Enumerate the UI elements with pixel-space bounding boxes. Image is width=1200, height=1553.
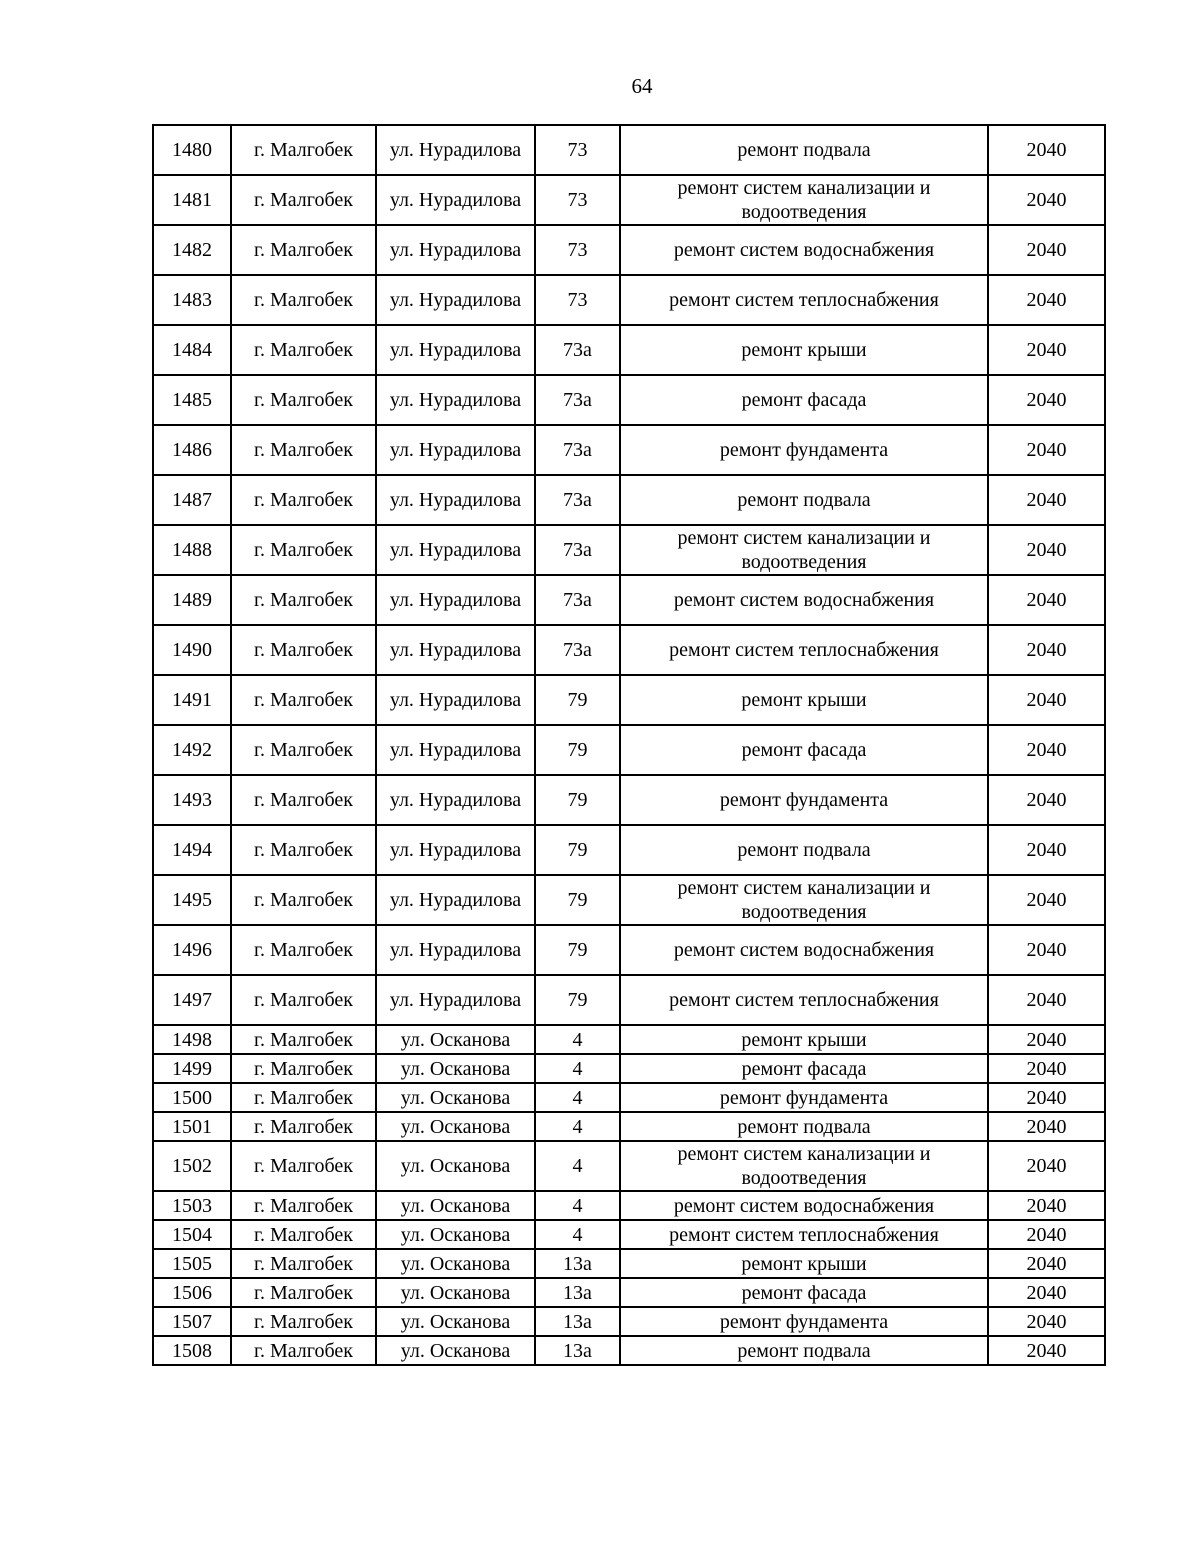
work-type-cell: ремонт систем водоснабжения bbox=[620, 925, 988, 975]
table-row bbox=[153, 1141, 1105, 1191]
year-cell: 2040 bbox=[988, 275, 1105, 325]
street-cell: ул. Нурадилова bbox=[376, 625, 535, 675]
work-type-cell: ремонт крыши bbox=[620, 1025, 988, 1054]
year-cell: 2040 bbox=[988, 225, 1105, 275]
city-cell: г. Малгобек bbox=[231, 775, 376, 825]
repair-schedule-table bbox=[152, 124, 1106, 1366]
house-number-cell: 4 bbox=[535, 1141, 620, 1191]
work-type-cell: ремонт подвала bbox=[620, 825, 988, 875]
city-cell: г. Малгобек bbox=[231, 1336, 376, 1365]
city-cell: г. Малгобек bbox=[231, 1220, 376, 1249]
street-cell: ул. Нурадилова bbox=[376, 925, 535, 975]
row-number: 1486 bbox=[153, 425, 231, 475]
street-cell: ул. Нурадилова bbox=[376, 725, 535, 775]
city-cell: г. Малгобек bbox=[231, 1025, 376, 1054]
house-number-cell: 79 bbox=[535, 825, 620, 875]
table-row bbox=[153, 425, 1105, 475]
table-row bbox=[153, 1025, 1105, 1054]
year-cell: 2040 bbox=[988, 875, 1105, 925]
year-cell: 2040 bbox=[988, 1278, 1105, 1307]
row-number: 1501 bbox=[153, 1112, 231, 1141]
table-row bbox=[153, 1054, 1105, 1083]
house-number-cell: 73а bbox=[535, 425, 620, 475]
page-number: 64 bbox=[631, 74, 653, 98]
street-cell: ул. Осканова bbox=[376, 1141, 535, 1191]
house-number-cell: 79 bbox=[535, 875, 620, 925]
city-cell: г. Малгобек bbox=[231, 675, 376, 725]
table-row bbox=[153, 1307, 1105, 1336]
year-cell: 2040 bbox=[988, 375, 1105, 425]
row-number: 1499 bbox=[153, 1054, 231, 1083]
street-cell: ул. Осканова bbox=[376, 1054, 535, 1083]
city-cell: г. Малгобек bbox=[231, 225, 376, 275]
house-number-cell: 4 bbox=[535, 1083, 620, 1112]
house-number-cell: 79 bbox=[535, 925, 620, 975]
work-type-cell: ремонт крыши bbox=[620, 1249, 988, 1278]
city-cell: г. Малгобек bbox=[231, 275, 376, 325]
street-cell: ул. Нурадилова bbox=[376, 125, 535, 175]
row-number: 1506 bbox=[153, 1278, 231, 1307]
city-cell: г. Малгобек bbox=[231, 1249, 376, 1278]
row-number: 1493 bbox=[153, 775, 231, 825]
year-cell: 2040 bbox=[988, 1083, 1105, 1112]
street-cell: ул. Нурадилова bbox=[376, 775, 535, 825]
house-number-cell: 73а bbox=[535, 625, 620, 675]
table-row bbox=[153, 1220, 1105, 1249]
table-row bbox=[153, 1083, 1105, 1112]
work-type-cell: ремонт систем теплоснабжения bbox=[620, 625, 988, 675]
row-number: 1502 bbox=[153, 1141, 231, 1191]
row-number: 1489 bbox=[153, 575, 231, 625]
city-cell: г. Малгобек bbox=[231, 1191, 376, 1220]
street-cell: ул. Осканова bbox=[376, 1249, 535, 1278]
work-type-cell: ремонт систем водоснабжения bbox=[620, 575, 988, 625]
house-number-cell: 73 bbox=[535, 175, 620, 225]
table-row bbox=[153, 225, 1105, 275]
house-number-cell: 73а bbox=[535, 525, 620, 575]
row-number: 1482 bbox=[153, 225, 231, 275]
row-number: 1490 bbox=[153, 625, 231, 675]
year-cell: 2040 bbox=[988, 325, 1105, 375]
row-number: 1483 bbox=[153, 275, 231, 325]
street-cell: ул. Осканова bbox=[376, 1220, 535, 1249]
house-number-cell: 4 bbox=[535, 1025, 620, 1054]
city-cell: г. Малгобек bbox=[231, 725, 376, 775]
street-cell: ул. Нурадилова bbox=[376, 325, 535, 375]
street-cell: ул. Нурадилова bbox=[376, 425, 535, 475]
street-cell: ул. Нурадилова bbox=[376, 275, 535, 325]
work-type-cell: ремонт фундамента bbox=[620, 1083, 988, 1112]
table-row bbox=[153, 1112, 1105, 1141]
table-row bbox=[153, 675, 1105, 725]
city-cell: г. Малгобек bbox=[231, 1054, 376, 1083]
work-type-cell: ремонт систем канализации и водоотведения bbox=[620, 175, 988, 225]
row-number: 1507 bbox=[153, 1307, 231, 1336]
street-cell: ул. Нурадилова bbox=[376, 525, 535, 575]
row-number: 1503 bbox=[153, 1191, 231, 1220]
work-type-cell: ремонт фасада bbox=[620, 725, 988, 775]
year-cell: 2040 bbox=[988, 1025, 1105, 1054]
street-cell: ул. Нурадилова bbox=[376, 175, 535, 225]
city-cell: г. Малгобек bbox=[231, 1112, 376, 1141]
year-cell: 2040 bbox=[988, 1307, 1105, 1336]
table-row bbox=[153, 975, 1105, 1025]
work-type-cell: ремонт систем теплоснабжения bbox=[620, 1220, 988, 1249]
table-row bbox=[153, 625, 1105, 675]
row-number: 1481 bbox=[153, 175, 231, 225]
city-cell: г. Малгобек bbox=[231, 425, 376, 475]
row-number: 1508 bbox=[153, 1336, 231, 1365]
row-number: 1480 bbox=[153, 125, 231, 175]
house-number-cell: 73а bbox=[535, 475, 620, 525]
work-type-cell: ремонт подвала bbox=[620, 1112, 988, 1141]
table-row bbox=[153, 1336, 1105, 1365]
house-number-cell: 79 bbox=[535, 775, 620, 825]
house-number-cell: 79 bbox=[535, 975, 620, 1025]
year-cell: 2040 bbox=[988, 725, 1105, 775]
table-row bbox=[153, 475, 1105, 525]
street-cell: ул. Осканова bbox=[376, 1278, 535, 1307]
row-number: 1498 bbox=[153, 1025, 231, 1054]
year-cell: 2040 bbox=[988, 675, 1105, 725]
city-cell: г. Малгобек bbox=[231, 125, 376, 175]
house-number-cell: 4 bbox=[535, 1112, 620, 1141]
table-row bbox=[153, 725, 1105, 775]
work-type-cell: ремонт систем водоснабжения bbox=[620, 1191, 988, 1220]
table-row bbox=[153, 1249, 1105, 1278]
city-cell: г. Малгобек bbox=[231, 975, 376, 1025]
year-cell: 2040 bbox=[988, 1141, 1105, 1191]
street-cell: ул. Нурадилова bbox=[376, 225, 535, 275]
house-number-cell: 4 bbox=[535, 1054, 620, 1083]
row-number: 1485 bbox=[153, 375, 231, 425]
city-cell: г. Малгобек bbox=[231, 475, 376, 525]
table-body bbox=[153, 125, 1105, 1365]
row-number: 1505 bbox=[153, 1249, 231, 1278]
work-type-cell: ремонт подвала bbox=[620, 1336, 988, 1365]
house-number-cell: 79 bbox=[535, 675, 620, 725]
table-row bbox=[153, 1191, 1105, 1220]
work-type-cell: ремонт фундамента bbox=[620, 425, 988, 475]
work-type-cell: ремонт систем канализации и водоотведения bbox=[620, 875, 988, 925]
city-cell: г. Малгобек bbox=[231, 1083, 376, 1112]
house-number-cell: 13а bbox=[535, 1307, 620, 1336]
year-cell: 2040 bbox=[988, 125, 1105, 175]
table-row bbox=[153, 325, 1105, 375]
year-cell: 2040 bbox=[988, 1336, 1105, 1365]
row-number: 1492 bbox=[153, 725, 231, 775]
year-cell: 2040 bbox=[988, 775, 1105, 825]
work-type-cell: ремонт систем водоснабжения bbox=[620, 225, 988, 275]
house-number-cell: 13а bbox=[535, 1336, 620, 1365]
street-cell: ул. Осканова bbox=[376, 1083, 535, 1112]
table-row bbox=[153, 525, 1105, 575]
street-cell: ул. Осканова bbox=[376, 1307, 535, 1336]
city-cell: г. Малгобек bbox=[231, 1307, 376, 1336]
house-number-cell: 73 bbox=[535, 225, 620, 275]
table-row bbox=[153, 875, 1105, 925]
row-number: 1495 bbox=[153, 875, 231, 925]
street-cell: ул. Осканова bbox=[376, 1025, 535, 1054]
year-cell: 2040 bbox=[988, 925, 1105, 975]
work-type-cell: ремонт систем канализации и водоотведения bbox=[620, 525, 988, 575]
year-cell: 2040 bbox=[988, 1191, 1105, 1220]
year-cell: 2040 bbox=[988, 525, 1105, 575]
house-number-cell: 73а bbox=[535, 325, 620, 375]
table-row bbox=[153, 275, 1105, 325]
street-cell: ул. Осканова bbox=[376, 1336, 535, 1365]
row-number: 1500 bbox=[153, 1083, 231, 1112]
table-row bbox=[153, 825, 1105, 875]
street-cell: ул. Нурадилова bbox=[376, 825, 535, 875]
row-number: 1497 bbox=[153, 975, 231, 1025]
work-type-cell: ремонт крыши bbox=[620, 325, 988, 375]
work-type-cell: ремонт систем канализации и водоотведения bbox=[620, 1141, 988, 1191]
work-type-cell: ремонт систем теплоснабжения bbox=[620, 275, 988, 325]
work-type-cell: ремонт подвала bbox=[620, 475, 988, 525]
work-type-cell: ремонт фасада bbox=[620, 1054, 988, 1083]
city-cell: г. Малгобек bbox=[231, 1141, 376, 1191]
work-type-cell: ремонт фундамента bbox=[620, 1307, 988, 1336]
table-row bbox=[153, 125, 1105, 175]
table-row bbox=[153, 925, 1105, 975]
row-number: 1484 bbox=[153, 325, 231, 375]
row-number: 1504 bbox=[153, 1220, 231, 1249]
city-cell: г. Малгобек bbox=[231, 625, 376, 675]
city-cell: г. Малгобек bbox=[231, 825, 376, 875]
table-row bbox=[153, 375, 1105, 425]
row-number: 1496 bbox=[153, 925, 231, 975]
street-cell: ул. Нурадилова bbox=[376, 975, 535, 1025]
work-type-cell: ремонт подвала bbox=[620, 125, 988, 175]
work-type-cell: ремонт крыши bbox=[620, 675, 988, 725]
work-type-cell: ремонт фасада bbox=[620, 375, 988, 425]
year-cell: 2040 bbox=[988, 1112, 1105, 1141]
street-cell: ул. Нурадилова bbox=[376, 375, 535, 425]
house-number-cell: 4 bbox=[535, 1220, 620, 1249]
row-number: 1487 bbox=[153, 475, 231, 525]
table-row bbox=[153, 1278, 1105, 1307]
city-cell: г. Малгобек bbox=[231, 1278, 376, 1307]
house-number-cell: 73а bbox=[535, 375, 620, 425]
work-type-cell: ремонт систем теплоснабжения bbox=[620, 975, 988, 1025]
street-cell: ул. Нурадилова bbox=[376, 875, 535, 925]
city-cell: г. Малгобек bbox=[231, 525, 376, 575]
house-number-cell: 73 bbox=[535, 275, 620, 325]
row-number: 1494 bbox=[153, 825, 231, 875]
street-cell: ул. Нурадилова bbox=[376, 675, 535, 725]
city-cell: г. Малгобек bbox=[231, 575, 376, 625]
year-cell: 2040 bbox=[988, 975, 1105, 1025]
house-number-cell: 4 bbox=[535, 1191, 620, 1220]
year-cell: 2040 bbox=[988, 625, 1105, 675]
street-cell: ул. Осканова bbox=[376, 1191, 535, 1220]
year-cell: 2040 bbox=[988, 825, 1105, 875]
work-type-cell: ремонт фасада bbox=[620, 1278, 988, 1307]
year-cell: 2040 bbox=[988, 1249, 1105, 1278]
house-number-cell: 79 bbox=[535, 725, 620, 775]
table-row bbox=[153, 775, 1105, 825]
city-cell: г. Малгобек bbox=[231, 875, 376, 925]
city-cell: г. Малгобек bbox=[231, 325, 376, 375]
city-cell: г. Малгобек bbox=[231, 175, 376, 225]
house-number-cell: 13а bbox=[535, 1249, 620, 1278]
street-cell: ул. Нурадилова bbox=[376, 475, 535, 525]
house-number-cell: 73 bbox=[535, 125, 620, 175]
year-cell: 2040 bbox=[988, 175, 1105, 225]
city-cell: г. Малгобек bbox=[231, 375, 376, 425]
table-row bbox=[153, 175, 1105, 225]
row-number: 1491 bbox=[153, 675, 231, 725]
table-row bbox=[153, 575, 1105, 625]
year-cell: 2040 bbox=[988, 425, 1105, 475]
work-type-cell: ремонт фундамента bbox=[620, 775, 988, 825]
year-cell: 2040 bbox=[988, 1220, 1105, 1249]
year-cell: 2040 bbox=[988, 1054, 1105, 1083]
house-number-cell: 73а bbox=[535, 575, 620, 625]
city-cell: г. Малгобек bbox=[231, 925, 376, 975]
house-number-cell: 13а bbox=[535, 1278, 620, 1307]
row-number: 1488 bbox=[153, 525, 231, 575]
year-cell: 2040 bbox=[988, 575, 1105, 625]
year-cell: 2040 bbox=[988, 475, 1105, 525]
street-cell: ул. Осканова bbox=[376, 1112, 535, 1141]
street-cell: ул. Нурадилова bbox=[376, 575, 535, 625]
